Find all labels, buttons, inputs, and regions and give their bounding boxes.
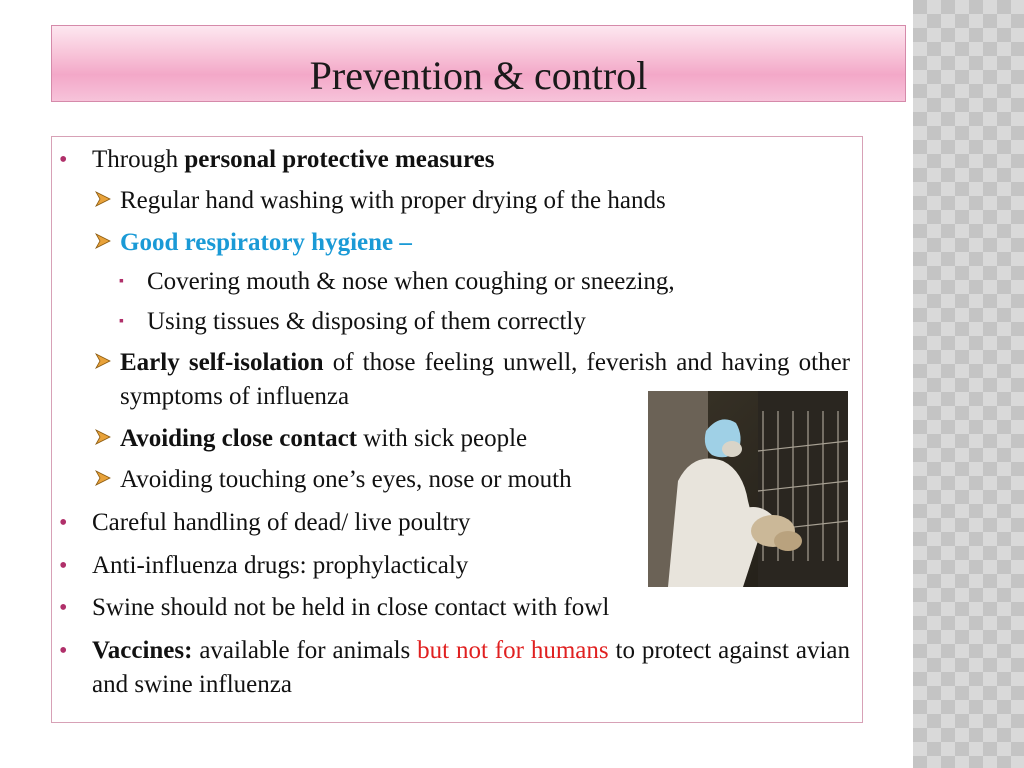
sub-bullet-bold-text: Early self-isolation [120, 349, 324, 376]
title-bar [51, 25, 906, 102]
bullet-text: Swine should not be held in close contact with fowl [92, 594, 610, 621]
side-pattern-decoration [913, 0, 1024, 768]
bullet-red-text: but not for humans [417, 637, 609, 664]
square-bullet-icon: ▪ [119, 274, 124, 289]
sub-sub-bullet-text: Covering mouth & nose when coughing or sneezing, [147, 268, 675, 295]
bullet-dot-icon: • [59, 147, 68, 173]
sub-bullet-text: of those feeling unwell, feverish and having other symptoms of influenza [120, 349, 850, 410]
bullet-vaccines [59, 634, 850, 702]
bullet-poultry [59, 506, 632, 540]
bullet-bold-text: Vaccines: [92, 637, 193, 664]
bullet-text: Anti-influenza drugs: prophylacticaly [92, 552, 469, 579]
sub-bullet-bold-text: Avoiding close contact [120, 425, 358, 452]
sub-sub-bullet-covering [119, 265, 787, 299]
bullet-dot-icon: • [59, 510, 68, 536]
bullet-text: available for animals [192, 637, 418, 664]
sub-bullet-avoid-touching [120, 463, 640, 497]
bullet-swine [59, 591, 832, 625]
square-bullet-icon: ▪ [119, 314, 124, 329]
sub-bullet-text: with sick people [357, 425, 528, 452]
bullet-dot-icon: • [59, 553, 68, 579]
sub-bullet-text: Good respiratory hygiene – [120, 229, 412, 256]
bullet-drugs [59, 549, 632, 583]
sub-sub-bullet-tissues [119, 305, 787, 339]
sub-bullet-text: Regular hand washing with proper drying of the hands [120, 187, 666, 214]
slide-title: Prevention & control [309, 53, 648, 98]
bullet-personal-protective [59, 143, 512, 177]
sub-bullet-hand-washing [120, 184, 782, 218]
bullet-dot-icon: • [59, 595, 68, 621]
bullet-text-end: to protect against avian and swine influenza [92, 637, 850, 698]
bullet-text: Through [92, 146, 185, 173]
bullet-bold-text: personal protective measures [184, 146, 495, 173]
bullet-text: Careful handling of dead/ live poultry [92, 509, 471, 536]
bullet-dot-icon: • [59, 638, 68, 664]
sub-bullet-respiratory-hygiene [120, 226, 782, 260]
poultry-worker-photo [648, 391, 848, 587]
sub-bullet-close-contact [120, 422, 640, 456]
sub-bullet-text: Avoiding touching one’s eyes, nose or mouth [120, 466, 572, 493]
sub-sub-bullet-text: Using tissues & disposing of them correctly [147, 308, 586, 335]
